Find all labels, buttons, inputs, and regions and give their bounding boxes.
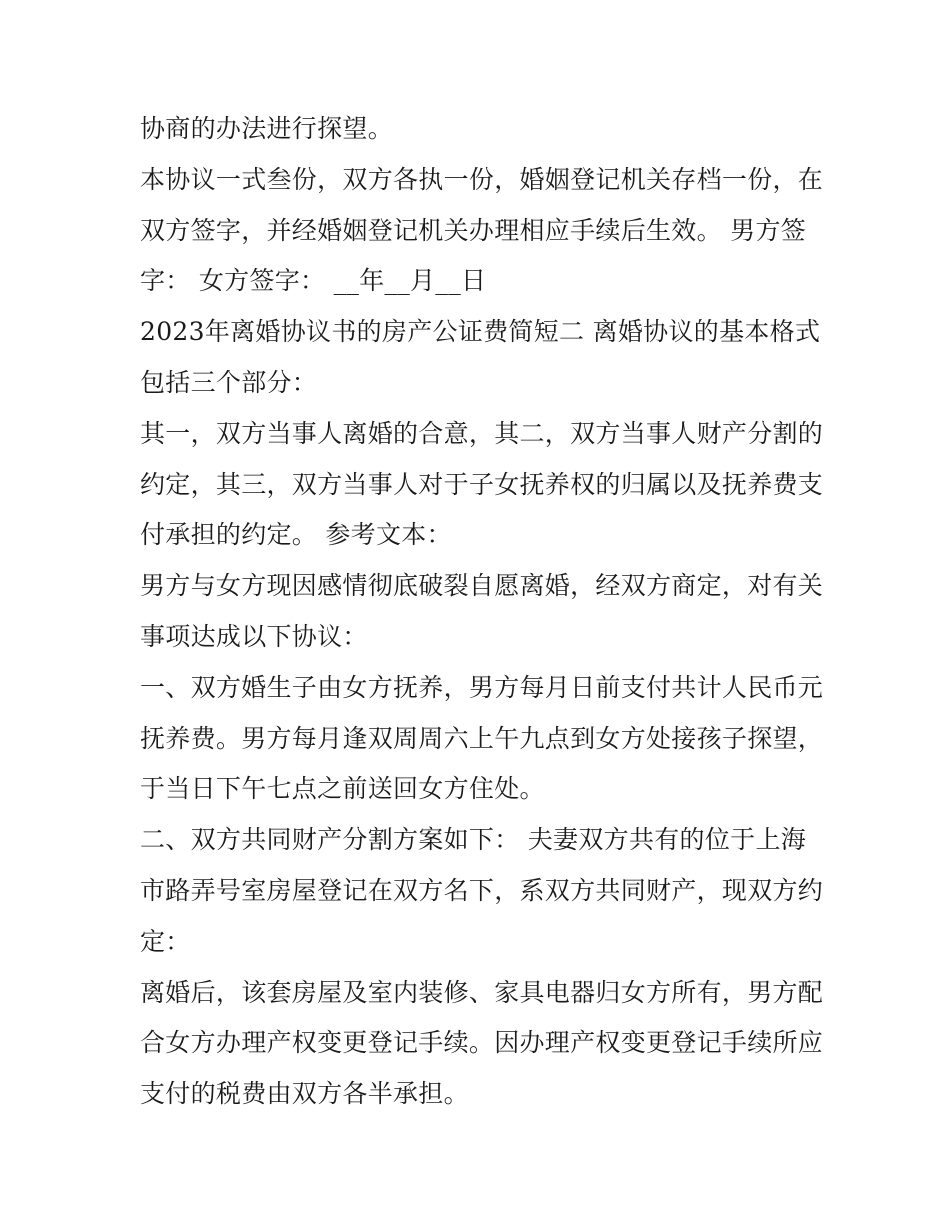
paragraph-agreement-intro: 男方与女方现因感情彻底破裂自愿离婚，经双方商定，对有关事项达成以下协议： (140, 571, 824, 651)
paragraph-three-parts: 其一，双方当事人离婚的合意，其二，双方当事人财产分割的约定，其三，双方当事人对于子女抚养权的归属以及抚养费支付承担的约定。 参考文本： (140, 418, 824, 550)
paragraph-child-custody: 一、双方婚生子由女方抚养，男方每月日前支付共计人民币元抚养费。男方每月逢双周周六上午九点到女方处接孩子探望，于当日下午七点之前送回女方住处。 (140, 672, 824, 804)
paragraph-visitation-end: 协商的办法进行探望。 (140, 114, 394, 143)
document-body (140, 104, 830, 1120)
paragraph-property-division: 二、双方共同财产分割方案如下： 夫妻双方共有的位于上海市路弄号室房屋登记在双方名下，系双方共同财产，现双方约定： (140, 825, 824, 956)
paragraph-copies-signatures: 本协议一式叁份，双方各执一份，婚姻登记机关存档一份，在双方签字，并经婚姻登记机关办理相应手续后生效。 男方签字： 女方签字： __年__月__日 (140, 164, 824, 296)
paragraph-house-ownership: 离婚后，该套房屋及室内装修、家具电器归女方所有，男方配合女方办理产权变更登记手续。因办理产权变更登记手续所应支付的税费由双方各半承担。 (140, 977, 824, 1109)
paragraph-section-heading: 2023年离婚协议书的房产公证费简短二 离婚协议的基本格式包括三个部分： (140, 317, 821, 397)
